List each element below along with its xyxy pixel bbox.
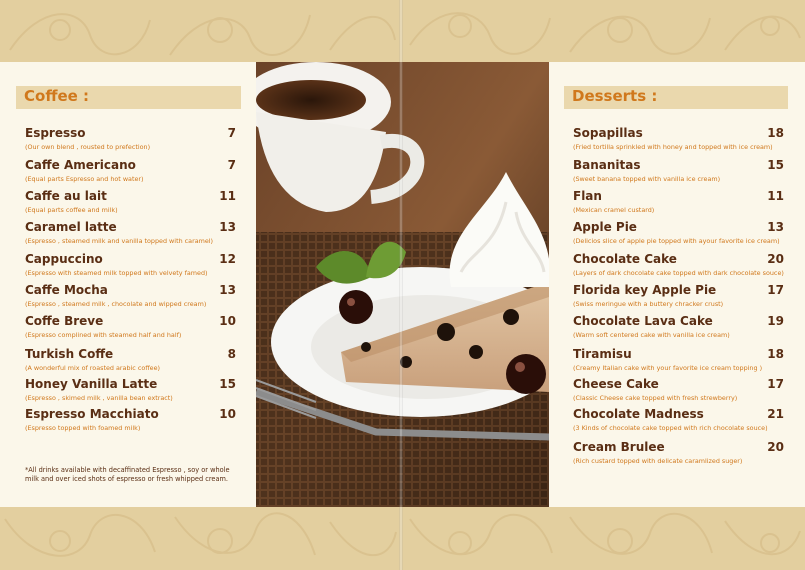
menu-item-description: (Espresso , steamed milk , chocolate and wipped cream) <box>25 300 207 308</box>
menu-item-price: 20 <box>767 440 784 454</box>
menu-item-description: (Warm soft centered cake with vanilla ice cream) <box>573 331 730 339</box>
menu-item-description: (Layers of dark chocolate cake topped with dark chocolate souce) <box>573 269 784 277</box>
menu-item-description: (Equal parts Espresso and hot water) <box>25 175 144 183</box>
menu-item-name: Cappuccino <box>25 252 103 266</box>
menu-item-price: 18 <box>767 126 784 140</box>
menu-item-description: (Espresso with steamed milk topped with velvety famed) <box>25 269 208 277</box>
menu-item-name: Apple Pie <box>573 220 637 234</box>
menu-item-price: 10 <box>219 407 236 421</box>
coffee-heading: Coffee : <box>24 87 90 105</box>
menu-item-price: 15 <box>767 158 784 172</box>
menu-item-description: (Espresso topped with foamed milk) <box>25 424 141 432</box>
menu-item-name: Honey Vanilla Latte <box>25 377 158 391</box>
menu-item-description: (Mexican cramel custard) <box>573 206 655 214</box>
menu-item-price: 19 <box>767 314 784 328</box>
menu-item-name: Cream Brulee <box>573 440 665 454</box>
menu-item-name: Tiramisu <box>573 347 632 361</box>
menu-item-price: 17 <box>767 377 784 391</box>
menu-item-price: 13 <box>219 283 236 297</box>
menu-item-name: Chocolate Madness <box>573 407 704 421</box>
menu-item-name: Caffe au lait <box>25 189 107 203</box>
page-fold <box>399 0 403 570</box>
menu-item-price: 21 <box>767 407 784 421</box>
menu-item-price: 15 <box>219 377 236 391</box>
menu-item-name: Espresso <box>25 126 86 140</box>
menu-item-name: Chocolate Cake <box>573 252 677 266</box>
menu-item-price: 11 <box>767 189 784 203</box>
menu-item-name: Flan <box>573 189 602 203</box>
menu-item-name: Espresso Macchiato <box>25 407 159 421</box>
menu-item-description: (Our own blend , rousted to prefection) <box>25 143 151 151</box>
menu-item-name: Bananitas <box>573 158 641 172</box>
menu-item-name: Caffe Americano <box>25 158 136 172</box>
menu-item-name: Florida key Apple Pie <box>573 283 717 297</box>
desserts-heading-bar <box>564 86 788 109</box>
menu-item-price: 18 <box>767 347 784 361</box>
menu-item-description: (Classic Cheese cake topped with fresh strewberry) <box>573 394 738 402</box>
menu-item-name: Cheese Cake <box>573 377 659 391</box>
menu-item-description: (Swiss meringue with a buttery chracker crust) <box>573 300 724 308</box>
menu-item-description: (Sweet banana topped with vanilla ice cream) <box>573 175 721 183</box>
menu-item-price: 13 <box>767 220 784 234</box>
menu-item-price: 8 <box>227 347 236 361</box>
coffee-heading-bar <box>16 86 241 109</box>
menu-item-description: (Fried tortilla sprinkled with honey and topped with ice cream) <box>573 143 773 151</box>
menu-item-description: (Espresso , skimed milk , vanilla bean extract) <box>25 394 173 402</box>
menu-item-name: Chocolate Lava Cake <box>573 314 713 328</box>
menu-item-name: Caramel latte <box>25 220 117 234</box>
menu-item-description: (Espresso complined with steamed half and half) <box>25 331 182 339</box>
desserts-heading: Desserts : <box>572 87 658 105</box>
menu-item-name: Turkish Coffe <box>25 347 114 361</box>
menu-item-price: 11 <box>219 189 236 203</box>
menu-item-description: (Espresso , steamed milk and vanilla topped with caramel) <box>25 237 214 245</box>
drinks-note: *All drinks available with decaffinated Espresso , soy or whole milk and over iced shots of espresso or fresh whipped cream. <box>25 466 230 483</box>
menu-item-price: 13 <box>219 220 236 234</box>
menu-item-description: (Rich custard topped with delicate caramlized suger) <box>573 457 743 465</box>
menu-item-description: (A wonderful mix of roasted arabic coffee) <box>25 364 160 372</box>
menu-item-price: 20 <box>767 252 784 266</box>
menu-item-price: 10 <box>219 314 236 328</box>
menu-item-price: 7 <box>227 126 236 140</box>
menu-item-description: (3 Kinds of chocolate cake topped with rich chocolate souce) <box>573 424 768 432</box>
menu-item-price: 12 <box>219 252 236 266</box>
menu-item-description: (Creamy Italian cake with your favorite ice cream topping ) <box>573 364 763 372</box>
menu-item-name: Sopapillas <box>573 126 643 140</box>
menu-item-price: 17 <box>767 283 784 297</box>
menu-item-description: (Delicios slice of apple pie topped with ayour favorite ice cream) <box>573 237 780 245</box>
menu-item-name: Coffe Breve <box>25 314 104 328</box>
menu-item-name: Caffe Mocha <box>25 283 108 297</box>
menu-item-description: (Equal parts coffee and milk) <box>25 206 118 214</box>
menu-item-price: 7 <box>227 158 236 172</box>
